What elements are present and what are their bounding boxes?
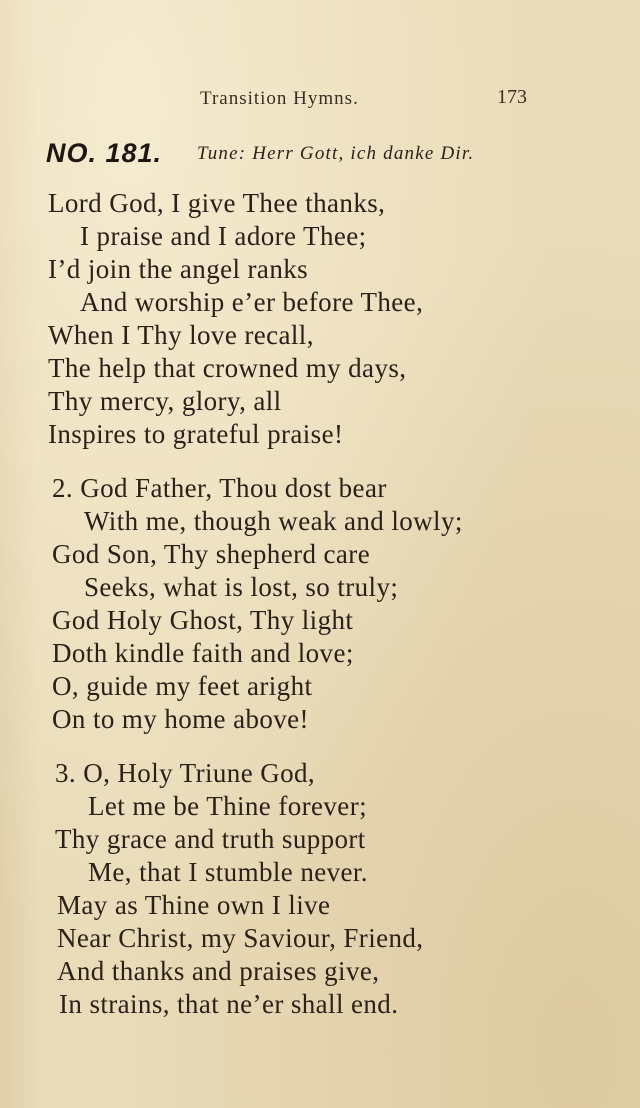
tune-name: Tune: Herr Gott, ich danke Dir. xyxy=(197,143,475,164)
stanza-line: Thy mercy, glory, all xyxy=(48,386,282,416)
stanza-line: On to my home above! xyxy=(52,704,309,734)
stanza-line: With me, though weak and lowly; xyxy=(84,506,463,536)
stanza-line: May as Thine own I live xyxy=(57,890,331,920)
stanza-line: The help that crowned my days, xyxy=(48,353,407,383)
stanza-line: Doth kindle faith and love; xyxy=(52,638,354,668)
stanza-line: Thy grace and truth support xyxy=(55,824,366,854)
stanza-line: 3. O, Holy Triune God, xyxy=(55,758,316,788)
stanza-line: I’d join the angel ranks xyxy=(48,254,309,284)
stanza-line: Seeks, what is lost, so truly; xyxy=(84,572,399,602)
hymn-number: NO. 181. xyxy=(46,138,163,168)
stanza-line: In strains, that ne’er shall end. xyxy=(59,989,399,1019)
stanza-line: O, guide my feet aright xyxy=(52,671,313,701)
stanza-line: God Holy Ghost, Thy light xyxy=(52,605,354,635)
stanza-line: Me, that I stumble never. xyxy=(88,857,368,887)
running-head: Transition Hymns. xyxy=(200,88,359,109)
stanza-line: Lord God, I give Thee thanks, xyxy=(48,188,386,218)
stanza-line: 2. God Father, Thou dost bear xyxy=(52,473,387,503)
stanza-line: I praise and I adore Thee; xyxy=(80,221,367,251)
stanza-line: When I Thy love recall, xyxy=(48,320,314,350)
stanza-line: Let me be Thine forever; xyxy=(88,791,367,821)
stanza-line: God Son, Thy shepherd care xyxy=(52,539,371,569)
stanza-line: And worship e’er before Thee, xyxy=(80,287,424,317)
stanza-line: Near Christ, my Saviour, Friend, xyxy=(57,923,424,953)
stanza-line: Inspires to grateful praise! xyxy=(48,419,344,449)
stanza-line: And thanks and praises give, xyxy=(57,956,380,986)
page-number: 173 xyxy=(497,86,527,108)
